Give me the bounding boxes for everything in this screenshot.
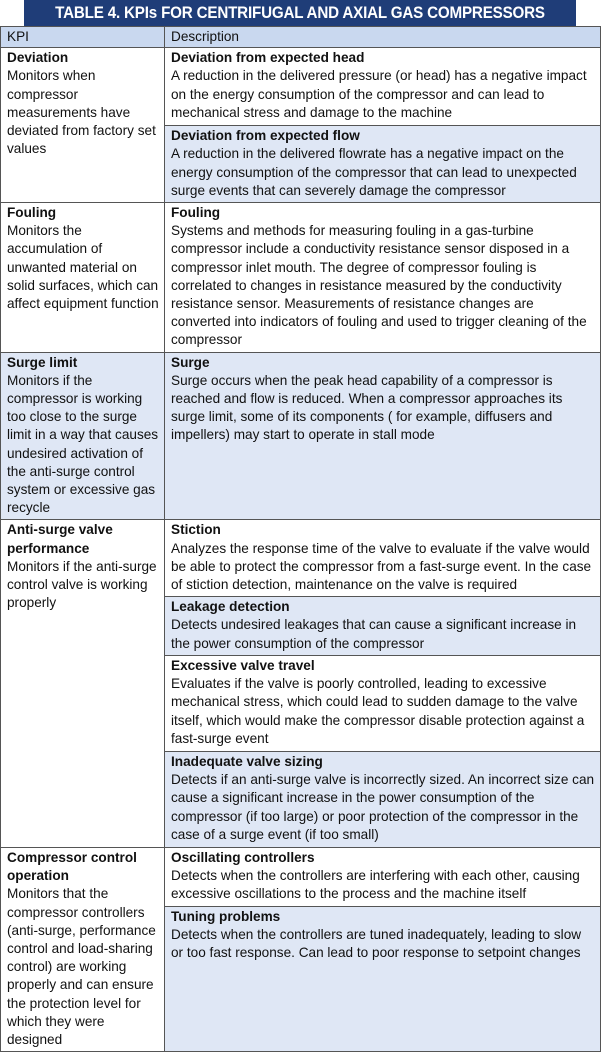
kpi-cell (1, 48, 165, 203)
description-text: Systems and methods for measuring fouling in a gas-turbine compressor include a conductivity resistance sensor disposed in a compressor inlet mouth. The degree of compressor fouling is correlated to changes in resistance measured by the conductivity resistance sensor. Measurements of resistance changes are converted into indicators of fouling and used to trigger cleaning of the compressor (171, 223, 587, 348)
kpi-title: Anti-surge valve performance (7, 522, 113, 556)
header-kpi: KPI (1, 27, 165, 48)
description-cell (165, 352, 601, 520)
table-row (1, 520, 601, 597)
kpi-title: Compressor control operation (7, 849, 137, 884)
description-text: Detects if an anti-surge valve is incorrectly sized. An incorrect size can cause a significant increase in the power consumption of the compressor (if too large) or poor protection of the compressor in the case of a surge event (if too small) (171, 772, 595, 842)
description-cell (165, 520, 601, 597)
table-row (1, 48, 601, 126)
description-title: Excessive valve travel (171, 657, 315, 673)
kpi-cell (1, 847, 165, 1051)
table-row (1, 847, 601, 906)
kpi-cell (1, 203, 165, 353)
table-row (1, 352, 601, 520)
description-title: Leakage detection (171, 599, 290, 615)
description-cell (165, 597, 601, 656)
description-text: Detects undesired leakages that can cause a significant increase in the power consumption of the compressor (171, 617, 577, 651)
description-title: Tuning problems (171, 908, 281, 924)
description-title: Stiction (171, 522, 221, 538)
table-title: TABLE 4. KPIs FOR CENTRIFUGAL AND AXIAL GAS COMPRESSORS (24, 0, 576, 26)
kpi-text: Monitors the accumulation of unwanted material on solid surfaces, which can affect equipment function (7, 223, 159, 312)
description-cell (165, 126, 601, 203)
description-text: A reduction in the delivered pressure (or head) has a negative impact on the energy consumption of the compressor and can lead to mechanical stress and damage to the machine (171, 68, 587, 120)
description-title: Deviation from expected flow (171, 128, 360, 144)
description-title: Oscillating controllers (171, 849, 315, 865)
description-cell (165, 847, 601, 906)
description-cell (165, 203, 601, 353)
table-header-row (1, 27, 601, 48)
kpi-text: Monitors if the anti-surge control valve is working properly (7, 558, 157, 611)
description-cell (165, 906, 601, 1051)
description-text: Analyzes the response time of the valve to evaluate if the valve would be able to protect the compressor from a fast-surge event. In the case of stiction detection, maintenance on the valve is required (171, 540, 592, 593)
description-cell (165, 655, 601, 751)
kpi-text: Monitors if the compressor is working too close to the surge limit in a way that causes undesired activation of the anti-surge control system or excessive gas recycle (7, 372, 159, 516)
description-cell (165, 751, 601, 847)
description-text: A reduction in the delivered flowrate has a negative impact on the energy consumption of the compressor that can lead to unexpected surge events that can severely damage the compressor (171, 146, 577, 198)
kpi-text: Monitors when compressor measurements have deviated from factory set values (7, 68, 156, 157)
description-text: Detects when the controllers are tuned inadequately, leading to slow or too fast response. Can lead to poor response to setpoint changes (171, 927, 582, 961)
description-text: Evaluates if the valve is poorly controlled, leading to excessive mechanical stress, which could lead to sudden damage to the valve itself, which would make the compressor disable protection against a fast-surge event (171, 676, 585, 746)
kpi-cell (1, 520, 165, 847)
table-row (1, 203, 601, 353)
description-title: Deviation from expected head (171, 50, 365, 66)
description-text: Surge occurs when the peak head capability of a compressor is reached and flow is reduced. When a compressor approaches its surge limit, some of its components ( for example, diffusers and impellers) may start to operate in stall mode (171, 372, 563, 443)
kpi-text: Monitors that the compressor controllers (anti-surge, performance control and load-sharing control) are working properly and can ensure the protection level for which they were designed (7, 886, 156, 1047)
kpi-table (0, 26, 601, 1052)
kpi-cell (1, 352, 165, 520)
kpi-title: Surge limit (7, 354, 78, 370)
kpi-title: Deviation (7, 50, 69, 66)
header-description: Description (165, 27, 601, 48)
kpi-title: Fouling (7, 205, 57, 221)
description-title: Inadequate valve sizing (171, 753, 323, 769)
description-cell (165, 48, 601, 126)
description-title: Fouling (171, 205, 221, 221)
description-text: Detects when the controllers are interfering with each other, causing excessive oscillations to the process and the machine itself (171, 868, 580, 902)
description-title: Surge (171, 354, 210, 370)
